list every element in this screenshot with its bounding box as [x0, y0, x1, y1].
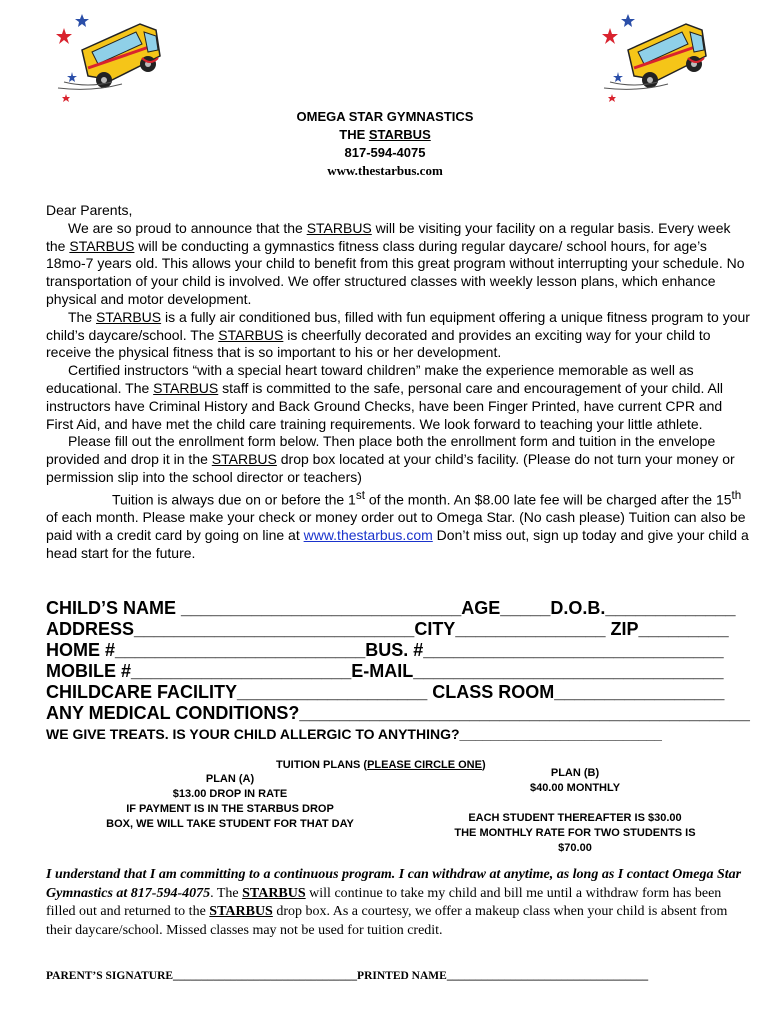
mobile-email-fields[interactable]: MOBILE #______________________E-MAIL_______________________________	[46, 661, 724, 681]
enrollment-form	[46, 598, 750, 744]
paragraph-4: Please fill out the enrollment form below. Then place both the enrollment form and tuition in the envelope provided and drop it in the STARBUS drop box located at your child’s facility. (Please do not turn your money or permission slip into the school director or teachers)	[46, 433, 735, 485]
address-field[interactable]: ADDRESS____________________________CITY_______________ ZIP_________	[46, 619, 729, 639]
company-name: OMEGA STAR GYMNASTICS	[296, 109, 474, 124]
tuition-plans-title: TUITION PLANS (PLEASE CIRCLE ONE)	[276, 759, 486, 771]
paragraph-1: We are so proud to announce that the STARBUS will be visiting your facility on a regular basis. Every week the STARBUS will be conducting a gymnastics fitness class during regular daycare/ school hours, for age’s 18mo-7 years old. This allows your child to benefit from this great program without interrupting your schedule. No transportation of your child is involved. We offer structured classes with weekly lesson plans, which enhance physical and motor development.	[46, 219, 745, 307]
plan-a[interactable]: PLAN (A) $13.00 DROP IN RATE IF PAYMENT IS IN THE STARBUS DROP BOX, WE WILL TAKE STUDENT FOR THAT DAY	[106, 773, 354, 830]
website-link[interactable]: www.thestarbus.com	[303, 527, 433, 543]
starbus-name: STARBUS	[368, 127, 431, 142]
paragraph-2: The STARBUS is a fully air conditioned bus, filled with fun equipment offering a unique fitness program to your child’s daycare/school. The STARBUS is cheerfully decorated and provides an exciting way for your child to receive the physical fitness that is so important to his or her development.	[46, 308, 750, 361]
website: www.thestarbus.com	[327, 163, 443, 178]
phone-fields[interactable]: HOME #_________________________BUS. #______________________________	[46, 640, 724, 660]
plan-b[interactable]: PLAN (B) $40.00 MONTHLY EACH STUDENT THEREAFTER IS $30.00 THE MONTHLY RATE FOR TWO STUDENTS IS $70.00	[454, 767, 696, 854]
child-name-field[interactable]: CHILD’S NAME ____________________________AGE_____D.O.B._____________	[46, 598, 736, 618]
letter-body	[46, 202, 750, 563]
letterhead	[0, 108, 770, 180]
childcare-facility-field[interactable]: CHILDCARE FACILITY___________________ CLASS ROOM_________________	[46, 682, 725, 702]
signature-line[interactable]: PARENT’S SIGNATURE________________________________PRINTED NAME___________________________________	[46, 970, 649, 982]
paragraph-5: Tuition is always due on or before the 1st of the month. An $8.00 late fee will be charged after the 15th of each month. Please make your check or money order out to Omega Star. (No cash please) Tuition can also be paid with a credit card by going on line at www.thestarbus.com Don’t miss out, sign up today and give your child a head start for the future.	[46, 488, 749, 561]
allergy-field[interactable]: WE GIVE TREATS. IS YOUR CHILD ALLERGIC TO ANYTHING?__________________________	[46, 726, 662, 742]
commitment-statement: I understand that I am committing to a continuous program. I can withdraw at anytime, as long as I contact Omega Star Gymnastics at 817-594-4075. The STARBUS will continue to take my child and bill me until a withdraw form has been filled out and returned to the STARBUS drop box. As a courtesy, we offer a makeup class when your child is absent from their daycare/school. Missed classes may not be used for tuition credit.	[46, 867, 742, 938]
paragraph-3: Certified instructors “with a special heart toward children” make the experience memorable as well as educational. The STARBUS staff is committed to the safe, personal care and encouragement of your child. All instructors have Criminal History and Back Ground Checks, have been Finger Printed, have current CPR and First Aid, and have met the child care training requirements. We look forward to teaching your little athlete.	[46, 362, 724, 432]
salutation: Dear Parents,	[46, 202, 133, 218]
school-bus-logo-left	[52, 10, 172, 102]
school-bus-logo-right	[598, 10, 718, 102]
program-name: THE STARBUS	[339, 127, 431, 142]
phone-number: 817-594-4075	[344, 145, 426, 160]
medical-conditions-field[interactable]: ANY MEDICAL CONDITIONS?_____________________________________________	[46, 703, 750, 723]
